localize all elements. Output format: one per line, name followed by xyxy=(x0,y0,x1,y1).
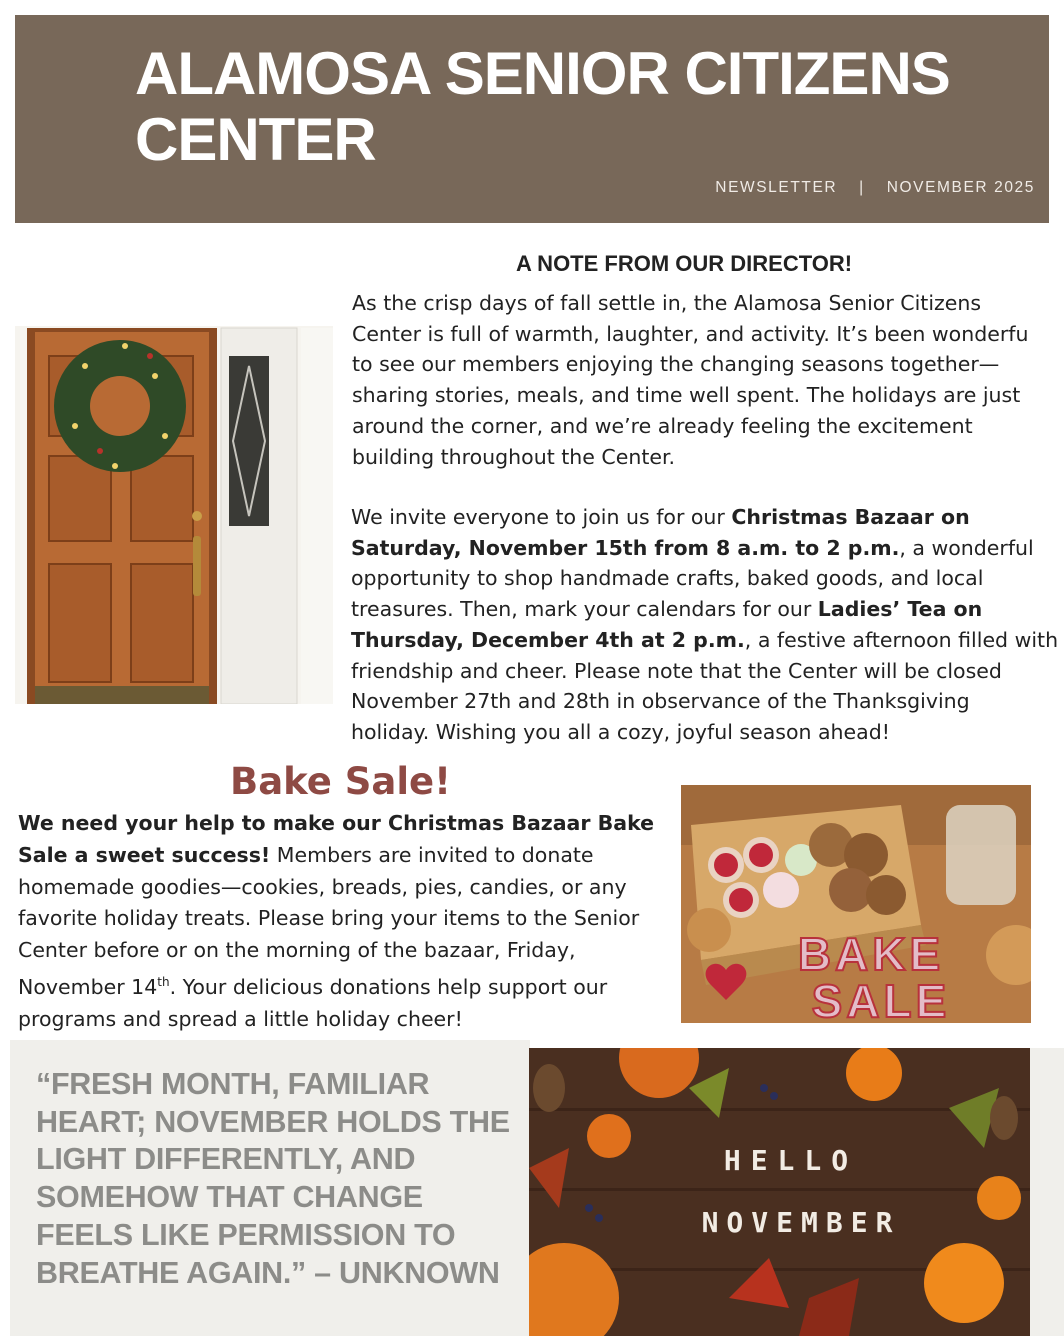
right-margin-strip xyxy=(1030,1048,1064,1336)
bake-image-word-1: BAKE xyxy=(797,928,945,980)
bake-image-word-2: SALE xyxy=(811,975,951,1023)
issue-line xyxy=(715,179,1035,197)
november-text: NOVEMBER xyxy=(701,1206,901,1239)
november-quote: “FRESH MONTH, FAMILIAR HEART; NOVEMBER HOLDS THE LIGHT DIFFERENTLY, AND SOMEHOW THAT CHANGE FEELS LIKE PERMISSION TO BREATHE AGAIN.” – UNKNOWN xyxy=(36,1067,510,1290)
newsletter-title xyxy=(135,41,950,173)
closing-note: , a festive afternoon filled with friendship and cheer. Please note that the Center will be closed November 27th and 28th in observance of the Thanksgiving holiday. Wishing you all a cozy, joyful season ahead! xyxy=(351,627,1059,744)
bake-sale-body-a: Members are invited to donate homemade goodies—cookies, breads, pies, candies, or any favorite holiday treats. Please bring your items to the Senior Center before or on the morning of the bazaar, Friday, November 14 xyxy=(18,842,640,999)
bazaar-date: Christmas Bazaar on Saturday, November 15th from 8 a.m. to 2 p.m. xyxy=(351,505,970,560)
issue-separator: | xyxy=(859,179,865,196)
bake-sale-image xyxy=(681,785,1031,1023)
hello-november-image xyxy=(529,1048,1030,1336)
bazaar-details: , a wonderful opportunity to shop handmade crafts, baked goods, and local treasures. Then, mark your calendars for our xyxy=(351,535,1034,622)
bake-sale-lead: We need your help to make our Christmas Bazaar Bake Sale a sweet success! xyxy=(18,811,655,867)
title-line-2: CENTER xyxy=(135,106,376,173)
hello-text: HELLO xyxy=(723,1144,859,1177)
bake-sale-heading: Bake Sale! xyxy=(230,760,452,803)
ladies-tea-date: Ladies’ Tea on Thursday, December 4th at 2 p.m. xyxy=(351,597,983,652)
director-heading: A NOTE FROM OUR DIRECTOR! xyxy=(516,251,853,276)
director-paragraph-2 xyxy=(351,502,1061,748)
header-banner xyxy=(15,15,1049,223)
newsletter-label: NEWSLETTER xyxy=(715,179,838,196)
issue-date: NOVEMBER 2025 xyxy=(886,179,1035,196)
door-wreath-image xyxy=(15,326,333,704)
director-paragraph-1: As the crisp days of fall settle in, the Alamosa Senior Citizens Center is full of warmth, laughter, and activity. It’s been wonderfu to see our members enjoying the changing seasons together— sharing stories, meals, and time well spent. The holidays are just around the corner, and we’re already feeling the excitement building throughout the Center. xyxy=(352,291,1029,469)
bake-sale-body-b: . Your delicious donations help support our programs and spread a little holiday cheer! xyxy=(18,974,608,1031)
bake-sale-paragraph xyxy=(18,808,668,1035)
date-superscript: th xyxy=(157,974,170,989)
bazaar-intro: We invite everyone to join us for our xyxy=(351,505,732,529)
title-line-1: ALAMOSA SENIOR CITIZENS xyxy=(135,40,950,107)
